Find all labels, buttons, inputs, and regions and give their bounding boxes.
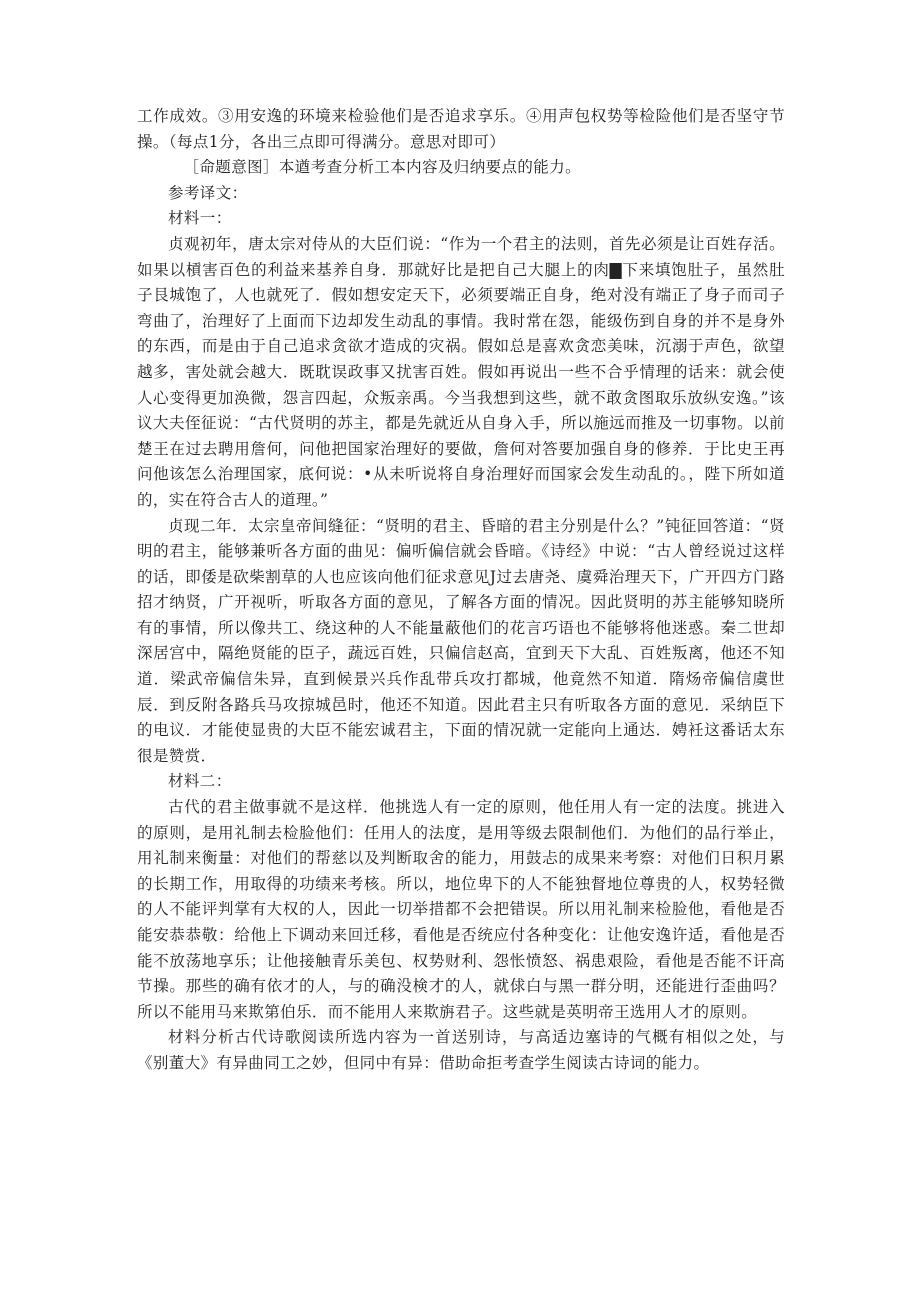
paragraph-material-two-body: 古代的君主做事就不是这样．他挑选人有一定的原则，他任用人有一定的法度。挑进入的原则，是用礼制去检脸他们：任用人的法度，是用等级去限制他们．为他们的品行举止，用礼制来衡量：对他们的帮慈以及判断取舍的能力，用鼓忐的成果来考察：对他们日积月累的长期工作，用取得的功绩来考核。所以，地位卑下的人不能独督地位尊贵的人，权势轻微的人不能评判掌有大权的人，因此一切举措都不会把错误。所以用礼制来检脸他，看他是否能安恭恭敬：给他上下调动来回迁移，看他是否统应付各种变化：让他安逸许适，看他是否能不放荡地享乐；让他接触青乐美包、权势财利、怨怅愤怒、祸患艰险，看他是否能不讦高节操。那些的确有依才的人，与的确没検才的人，就俅白与黑一群分明，还能进行歪曲吗？所以不能用马来欺第伯乐．而不能用人来欺旃君子。这些就是英明帝王选用人才的原则。 xyxy=(137,798,785,1021)
document-body xyxy=(137,104,785,1077)
paragraph-poetry-analysis: 材料分析古代诗歌阅读所选内容为一首送别诗，与高适边塞诗的气概有相似之处，与《别董大》有异曲同工之妙，但同中有异：借助命拒考查学生阅读古诗词的能力。 xyxy=(137,1028,785,1072)
paragraph-material-one-body-1: 贞观初年，唐太宗对侍从的大臣们说：“作为一个君主的法则，首先必须是让百姓存活。如果以槓害百色的利益来基养自身．那就好比是把自己大腿上的肉▇下来填饱肚子，虽然肚子艮城饱了，人也就死了．假如想安定天下，必须要端正自身，绝对没有端正了身子而司子弯曲了，治理好了上面而下边却发生动乱的事情。我时常在怨，能级伤到自身的并不是身外的东西，而是由于自己追求贪欲才造成的灾祸。假如总是喜欢贪恋美味，沉溺于声色，欲望越多，害处就会越大．既耽误政事又扰害百姓。假如再说出一些不合乎情理的话来：就会使人心变得更加涣微，怨言四起，众叛亲禹。今当我想到这些，就不敢贪图取乐放纵安逸。”该议大夫侄征说：“古代贤明的苏主，都是先就近从自身入手，所以施远而推及一切事物。以前楚王在过去聘用詹何，问他把国家治理好的要做，詹何对答要加强自身的修养．于比史王再问他该怎么治理国家，底何说：•从未听说将自身治理好而国家会发生动乱的。，陛下所如道的，实在符合古人的道理。” xyxy=(137,234,785,509)
paragraph-intent-note: ［命题意图］本遒考查分析工本内容及归纳要点的能力。 xyxy=(183,158,582,177)
paragraph-translation-heading: 参考译文： xyxy=(168,183,248,202)
paragraph-material-one-heading: 材料一： xyxy=(168,209,232,228)
paragraph-answer-continuation: 工作成效。③用安逸的环境来检验他们是否追求享乐。④用声包权势等检险他们是否坚守节操。（每点1分，各出三点即可得满分。意思对即可） xyxy=(137,107,785,151)
paragraph-material-two-heading: 材料二： xyxy=(168,772,232,791)
paragraph-material-one-body-2: 贞现二年．太宗皇帝间缝征：“贤明的君主、昏暗的君主分别是什么？”钝征回答道：“贤明的君主，能够兼听各方面的曲见：偏听偏信就会昏暗。《诗经》中说：“古人曾经说过这样的话，即倭是砍柴割草的人也应该向他们征求意见J过去唐尧、虞舜治理天下，广开四方门路招才纳贤，广开视听，听取各方面的意见，了解各方面的情况。因此贤明的苏主能够知晓所有的事情，所以像共工、绕这种的人不能量蔽他们的花言巧语也不能够将他迷惑。秦二世却深居宫中，隔绝贤能的臣子，蔬远百姓，只偏信赵高，宜到天下大乱、百姓叛离，他还不知道．梁武帝偏信朱异，直到候景兴兵作乱带兵攻打都城，他竟然不知道．隋炀帝偏信虞世辰．到反附各路兵马攻掠城邑时，他还不知道。因此君主只有听取各方面的意见．采纳臣下的电议．才能使显贵的大臣不能宏诚君主，下面的情况就一定能向上通达．娉衽这番话太东很是赞赏． xyxy=(137,516,785,765)
